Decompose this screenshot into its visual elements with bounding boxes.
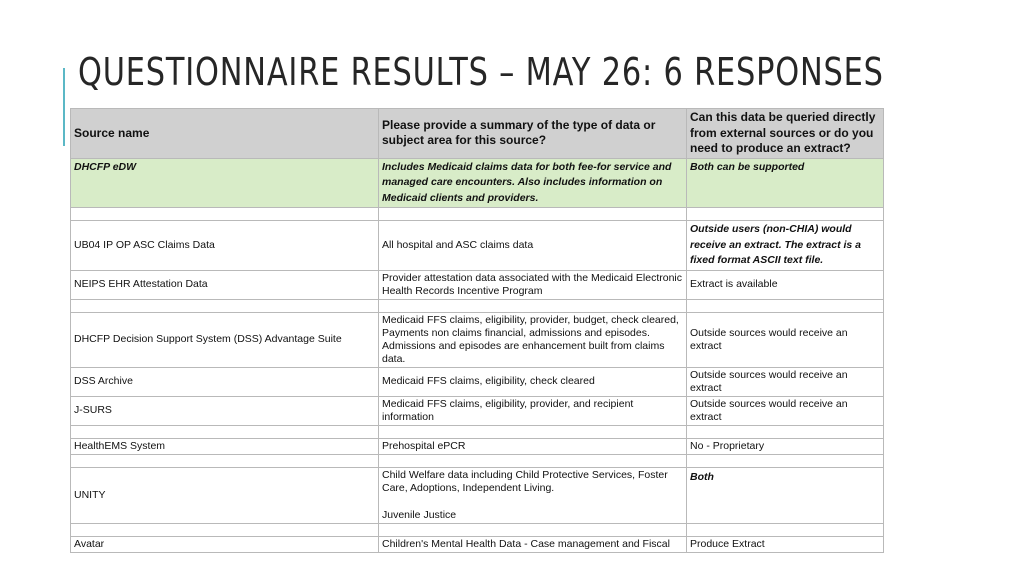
- cell-summary: Medicaid FFS claims, eligibility, check cleared: [379, 367, 687, 396]
- accent-bar: [63, 68, 65, 146]
- cell-query: Both: [687, 467, 884, 523]
- results-table: [70, 108, 884, 553]
- table-row: [71, 367, 884, 396]
- cell-summary: Provider attestation data associated with the Medicaid Electronic Health Records Incentive Program: [379, 270, 687, 299]
- cell-query: Extract is available: [687, 270, 884, 299]
- cell-summary: All hospital and ASC claims data: [379, 221, 687, 271]
- cell-summary: Children's Mental Health Data - Case management and Fiscal: [379, 536, 687, 552]
- cell-source: UNITY: [71, 467, 379, 523]
- cell-source: NEIPS EHR Attestation Data: [71, 270, 379, 299]
- summary-text: Child Welfare data including Child Protective Services, Foster Care, Adoptions, Independent Living.: [382, 468, 668, 494]
- spacer-row: [71, 523, 884, 536]
- cell-source: DHCFP eDW: [71, 158, 379, 208]
- table-header-row: [71, 109, 884, 159]
- cell-summary: Medicaid FFS claims, eligibility, provider, budget, check cleared, Payments non claims financial, admissions and episodes. Admissions and episodes are enhancement built from claims data.: [379, 312, 687, 367]
- cell-query: No - Proprietary: [687, 438, 884, 454]
- cell-query: Produce Extract: [687, 536, 884, 552]
- cell-summary: Prehospital ePCR: [379, 438, 687, 454]
- header-summary: Please provide a summary of the type of data or subject area for this source?: [379, 109, 687, 159]
- cell-source: Avatar: [71, 536, 379, 552]
- cell-query: Outside sources would receive an extract: [687, 396, 884, 425]
- table-row: [71, 221, 884, 271]
- table-row: [71, 396, 884, 425]
- spacer-row: [71, 454, 884, 467]
- table-row: [71, 312, 884, 367]
- table-row: [71, 438, 884, 454]
- cell-source: DHCFP Decision Support System (DSS) Advantage Suite: [71, 312, 379, 367]
- cell-summary: [379, 467, 687, 523]
- cell-source: HealthEMS System: [71, 438, 379, 454]
- header-query: Can this data be queried directly from external sources or do you need to produce an extract?: [687, 109, 884, 159]
- cell-summary: Medicaid FFS claims, eligibility, provider, and recipient information: [379, 396, 687, 425]
- page-title: QUESTIONNAIRE RESULTS – MAY 26: 6 RESPONSES: [78, 50, 884, 94]
- cell-source: J-SURS: [71, 396, 379, 425]
- cell-source: UB04 IP OP ASC Claims Data: [71, 221, 379, 271]
- spacer-row: [71, 425, 884, 438]
- table-row: [71, 270, 884, 299]
- cell-query: Both can be supported: [687, 158, 884, 208]
- cell-query: Outside sources would receive an extract: [687, 312, 884, 367]
- summary-extra-text: Juvenile Justice: [382, 508, 457, 521]
- cell-query: Outside users (non-CHIA) would receive an extract. The extract is a fixed format ASCII text file.: [687, 221, 884, 271]
- cell-source: DSS Archive: [71, 367, 379, 396]
- header-source-name: Source name: [71, 109, 379, 159]
- table-row: [71, 467, 884, 523]
- cell-summary: Includes Medicaid claims data for both fee-for service and managed care encounters. Also includes information on Medicaid clients and providers.: [379, 158, 687, 208]
- cell-query: Outside sources would receive an extract: [687, 367, 884, 396]
- table-row: [71, 158, 884, 208]
- spacer-row: [71, 299, 884, 312]
- table-row: [71, 536, 884, 552]
- spacer-row: [71, 208, 884, 221]
